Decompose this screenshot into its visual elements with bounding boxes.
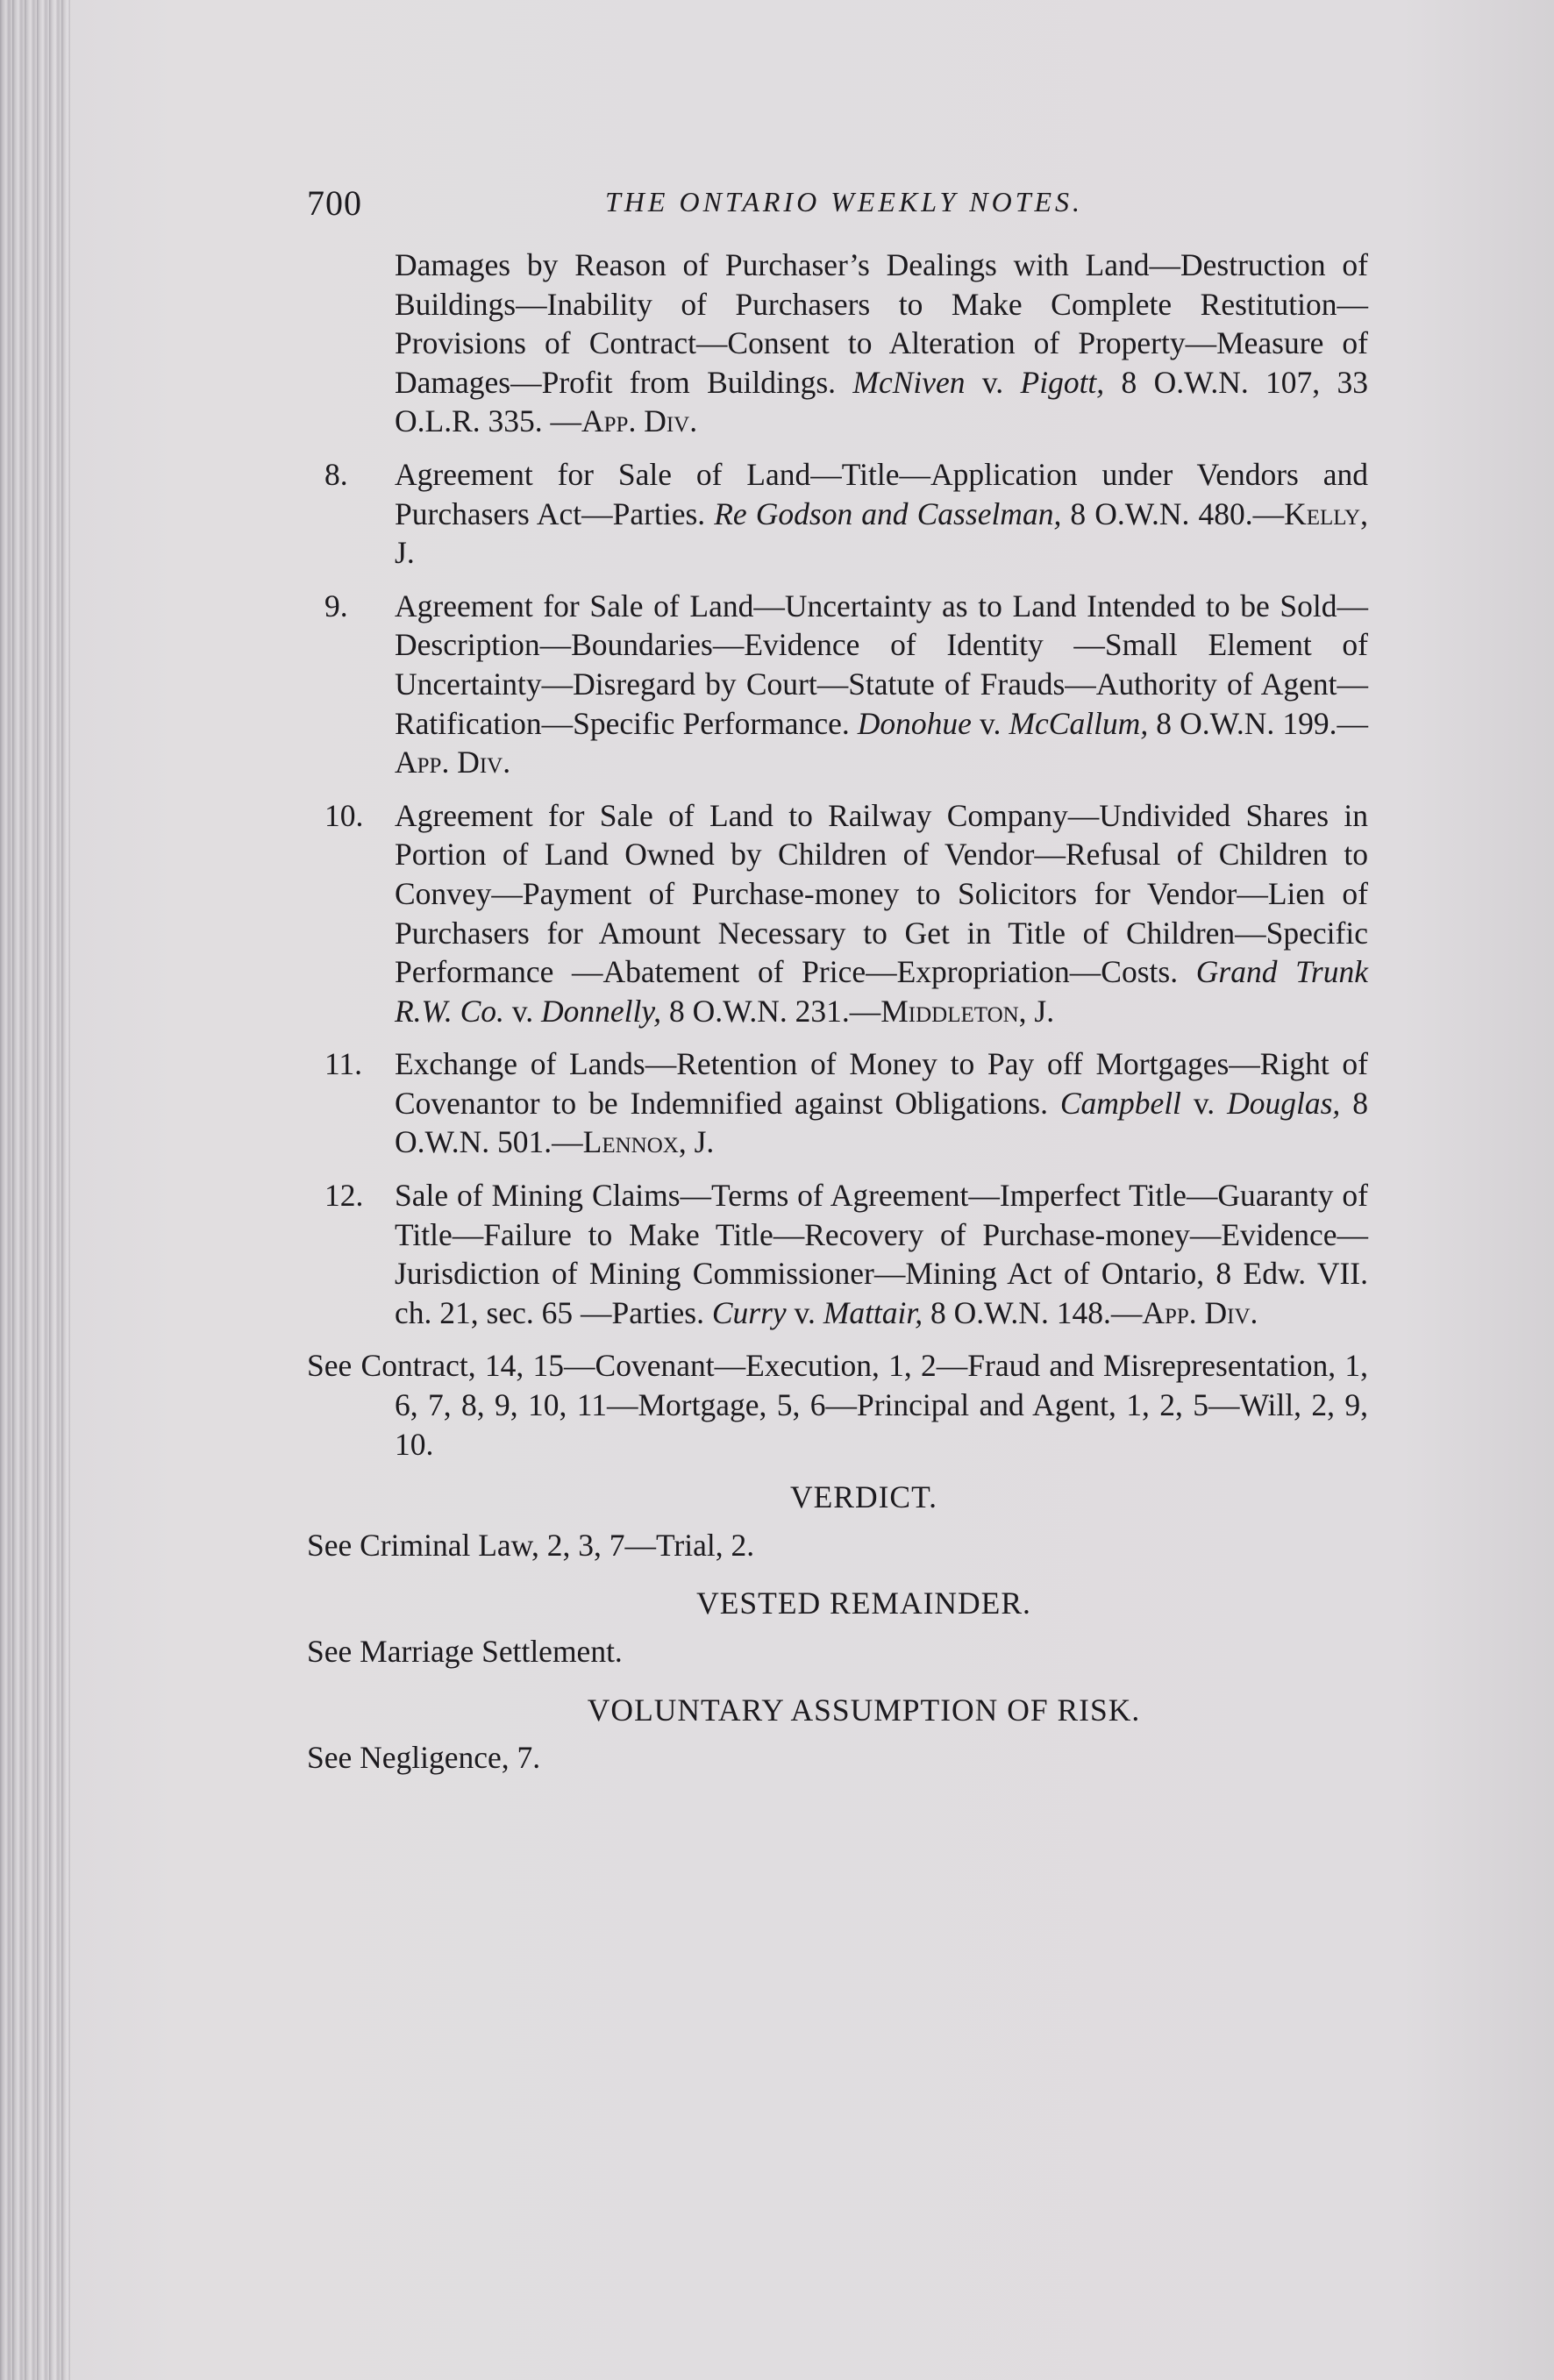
case-citation: 8 O.W.N. 501.— [395,1085,1368,1160]
court-name: App. Div. [581,403,698,439]
page-number: 700 [307,183,362,223]
see-reference: See Criminal Law, 2, 3, 7—Trial, 2. [307,1527,755,1563]
case-versus: v. [971,705,1009,741]
case-party-a: Campbell [1059,1085,1181,1121]
entry-text: Damages by Reason of Purchaser’s Dealings with Land—Destruction of Buildings—Inability of Purchasers to Make Complete Restitution—Provisions of Contract—Consent to Alteration of Property—Measure of Damages—Profit from Buildings. [395,247,1368,400]
list-item [307,1176,1368,1332]
case-versus: v. [503,993,542,1029]
page-body [307,246,1368,1797]
entry-text: Agreement for Sale of Land to Railway Company—Undivided Shares in Portion of Land Owned by Children of Vendor—Refusal of Children to Convey—Payment of Purchase-money to Solicitors for Vendor—Lien of Purchasers for Amount Necessary to Get in Title of Children—Specific Performance —Abatement of Price—Expropriation—Costs. [395,797,1368,990]
case-party-a: Grand Trunk R.W. Co. [395,954,1368,1029]
list-item [307,246,1368,441]
entry-number: 9. [324,588,348,624]
list-item [307,455,1368,573]
case-party-a: Curry [711,1294,787,1330]
case-citation: 8 O.W.N. 148.— [923,1294,1143,1330]
case-party-b: McCallum, [1009,705,1149,741]
case-party-b: Mattair, [823,1294,923,1330]
book-spine-shadow [0,0,70,2380]
section-heading: VERDICT. [789,1479,938,1515]
case-party-b: Donnelly, [541,993,662,1029]
case-citation: 8 O.W.N. 480.— [1061,495,1285,531]
case-citation: 8 O.W.N. 231.— [661,993,881,1029]
list-item [307,796,1368,1031]
case-citation: 8 O.W.N. 199.— [1148,705,1368,741]
section-heading: VESTED REMAINDER. [696,1585,1031,1621]
case-citation: 8 O.W.N. 107, 33 O.L.R. 335. — [395,364,1368,439]
entry-number: 11. [324,1046,363,1082]
see-reference: See Negligence, 7. [307,1740,541,1776]
page-header [307,182,1359,226]
court-name: Lennox, J. [582,1124,715,1160]
case-versus: v. [1180,1085,1228,1121]
see-reference: See Marriage Settlement. [307,1634,623,1669]
see-also-paragraph: See Contract, 14, 15—Covenant—Execution, 1, 2—Fraud and Misrepresentation, 1, 6, 7, 8, 9, 10, 11—Mortgage, 5, 6—Principal and Agent, 1, 2, 5—Will, 2, 9, 10. [307,1348,1368,1462]
court-name: App. Div. [395,745,511,780]
case-party-a: Donohue [857,705,972,741]
list-item [307,587,1368,782]
court-name: Middleton, J. [880,993,1055,1029]
entry-text: Exchange of Lands—Retention of Money to Pay off Mortgages—Right of Covenantor to be Indemnified against Obligations. [395,1046,1368,1121]
case-party-a: McNiven [852,364,966,400]
case-versus: v. [965,364,1021,400]
case-party-a: Re Godson and Casselman, [714,495,1062,531]
entry-number: 12. [324,1178,364,1214]
entry-text: Sale of Mining Claims—Terms of Agreement—Imperfect Title—Guaranty of Title—Failure to Make Title—Recovery of Purchase-money—Evidence—Jurisdiction of Mining Commissioner—Mining Act of Ontario, 8 Edw. VII. ch. 21, sec. 65 —Parties. [395,1178,1368,1330]
entry-number: 8. [324,456,348,492]
case-party-b: Douglas, [1227,1085,1341,1121]
entry-text: Agreement for Sale of Land—Title—Application under Vendors and Purchasers Act—Parties. [395,456,1368,531]
section-heading: VOLUNTARY ASSUMPTION OF RISK. [587,1692,1141,1728]
running-head: THE ONTARIO WEEKLY NOTES. [605,186,1084,217]
court-name: App. Div. [1142,1294,1258,1330]
list-item [307,1044,1368,1162]
case-versus: v. [786,1294,823,1330]
case-party-b: Pigott, [1020,364,1105,400]
entry-number: 10. [324,797,364,833]
court-name: Kelly, J. [395,495,1368,571]
entry-text: Agreement for Sale of Land—Uncertainty as to Land Intended to be Sold—Description—Boundaries—Evidence of Identity —Small Element of Uncertainty—Disregard by Court—Statute of Frauds—Authority of Agent—Ratification—Specific Performance. [395,588,1368,741]
